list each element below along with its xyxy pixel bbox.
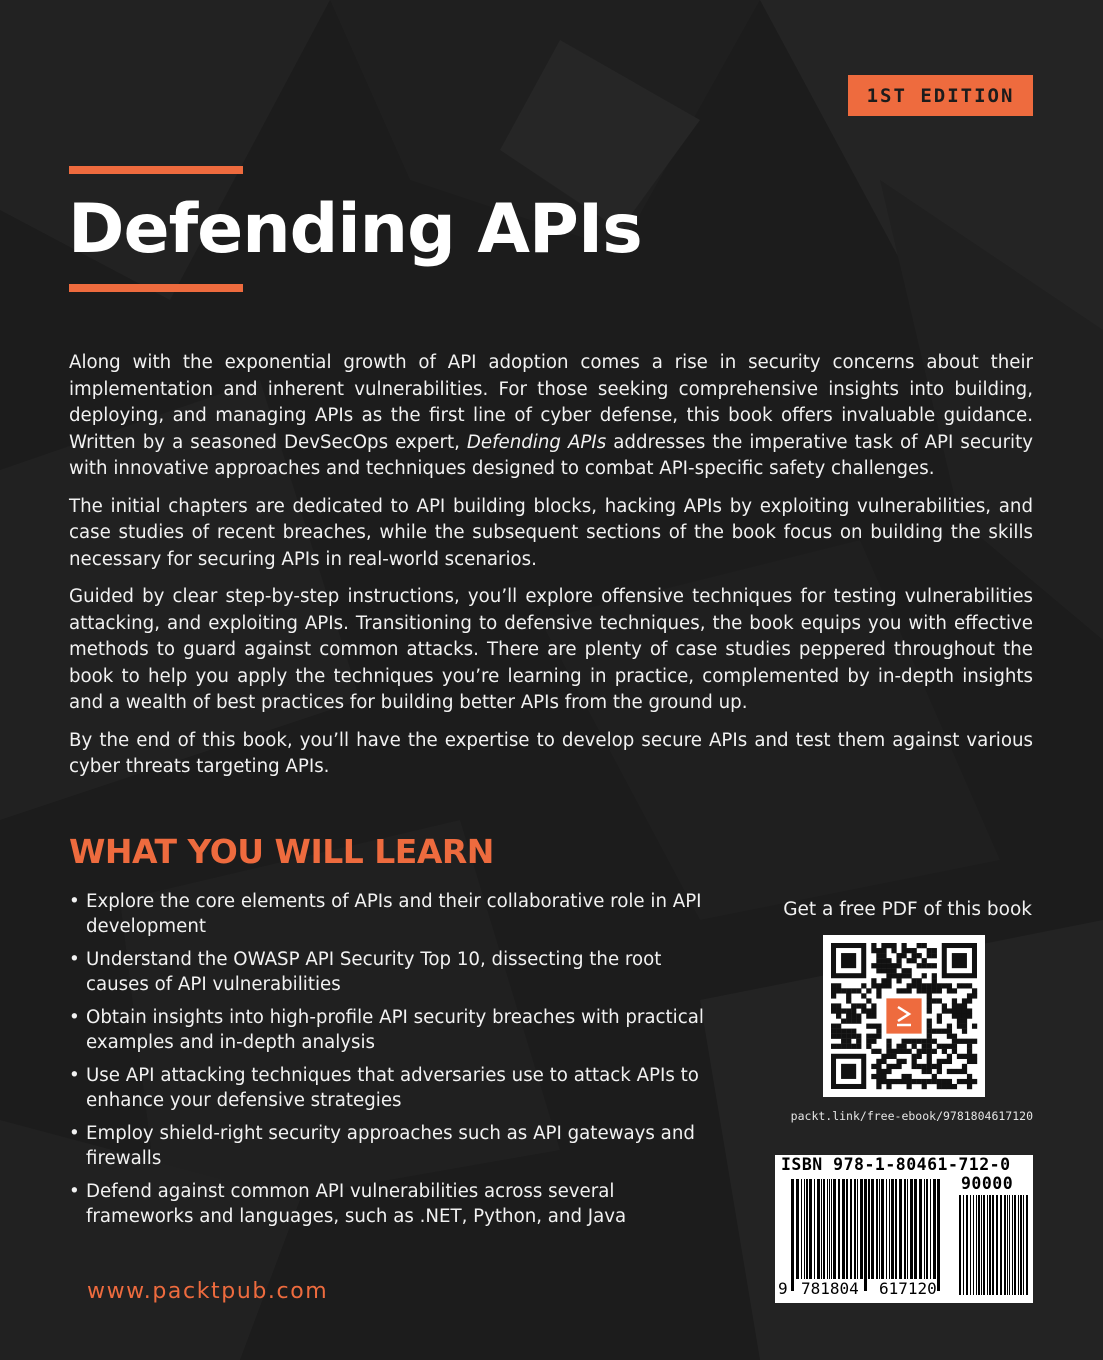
qr-code-graphic bbox=[823, 935, 985, 1097]
free-pdf-label: Get a free PDF of this book bbox=[783, 899, 1032, 920]
learn-item-text: Employ shield-right security approaches such as API gateways and firewalls bbox=[86, 1123, 695, 1169]
qr-code[interactable] bbox=[823, 935, 985, 1097]
description-book-title: Defending APIs bbox=[466, 431, 607, 453]
edition-badge: 1ST EDITION bbox=[848, 75, 1033, 116]
learn-item bbox=[69, 1064, 709, 1113]
learn-item-text: Defend against common API vulnerabilities across several frameworks and languages, such as .NET, Python, and Java bbox=[86, 1181, 627, 1227]
bullet-icon: • bbox=[69, 1123, 80, 1144]
barcode-digit-first: 9 bbox=[778, 1279, 788, 1298]
bullet-icon: • bbox=[69, 1007, 80, 1028]
bullet-icon: • bbox=[69, 1065, 80, 1086]
learn-item bbox=[69, 1006, 709, 1055]
description-text: Along with the exponential growth of API adoption comes a rise in security concerns about their implementation and inherent vulnerabilities. For those seeking comprehensive insights into building, deploying, and managing APIs as the first line of cyber defense, this book offers invaluable guidance. Written by a seasoned DevSecOps expert, bbox=[69, 352, 1033, 453]
learn-item-text: Obtain insights into high-profile API security breaches with practical examples and in-depth analysis bbox=[86, 1007, 704, 1053]
bullet-icon: • bbox=[69, 1181, 80, 1202]
learn-item bbox=[69, 948, 709, 997]
book-description bbox=[69, 350, 1033, 792]
title-rule-top bbox=[69, 166, 243, 174]
title-rule-bottom bbox=[69, 284, 243, 292]
price-code: 90000 bbox=[961, 1174, 1014, 1193]
learn-item-text: Explore the core elements of APIs and their collaborative role in API development bbox=[86, 891, 702, 937]
barcode-digits-left: 781804 bbox=[801, 1279, 859, 1298]
learn-item-text: Use API attacking techniques that adversaries use to attack APIs to enhance your defensive strategies bbox=[86, 1065, 699, 1111]
learn-item bbox=[69, 1122, 709, 1171]
learn-list bbox=[69, 890, 709, 1238]
isbn-number: ISBN 978-1-80461-712-0 bbox=[781, 1155, 1011, 1174]
publisher-url[interactable]: www.packtpub.com bbox=[87, 1279, 329, 1304]
description-paragraph: By the end of this book, you’ll have the expertise to develop secure APIs and test them against various cyber threats targeting APIs. bbox=[69, 729, 1033, 777]
book-title: Defending APIs bbox=[68, 190, 642, 269]
free-pdf-link[interactable]: packt.link/free-ebook/9781804617120 bbox=[790, 1109, 1033, 1123]
description-paragraph: Guided by clear step-by-step instructions, you’ll explore offensive techniques for testing vulnerabilities attacking, and exploiting APIs. Transitioning to defensive techniques, the book equips you with effective methods to guard against common attacks. There are plenty of case studies peppered throughout the book to help you apply the techniques you’re learning in practice, complemented by in-depth insights and a wealth of best practices for building better APIs from the ground up. bbox=[69, 586, 1033, 713]
learn-item bbox=[69, 1180, 709, 1229]
bullet-icon: • bbox=[69, 949, 80, 970]
description-text: addresses the imperative task of API security with innovative approaches and techniques designed to combat API-specific safety challenges. bbox=[69, 431, 1034, 479]
learn-item bbox=[69, 890, 709, 939]
description-paragraph bbox=[69, 350, 1033, 483]
learn-item-text: Understand the OWASP API Security Top 10, dissecting the root causes of API vulnerabilities bbox=[86, 949, 662, 995]
barcode-digits-right: 617120 bbox=[879, 1279, 937, 1298]
learn-heading: WHAT YOU WILL LEARN bbox=[69, 832, 494, 871]
bullet-icon: • bbox=[69, 891, 80, 912]
description-paragraph: The initial chapters are dedicated to API building blocks, hacking APIs by exploiting vulnerabilities, and case studies of recent breaches, while the subsequent sections of the book focus on building the skills necessary for securing APIs in real-world scenarios. bbox=[69, 495, 1033, 570]
isbn-barcode bbox=[775, 1155, 1033, 1303]
